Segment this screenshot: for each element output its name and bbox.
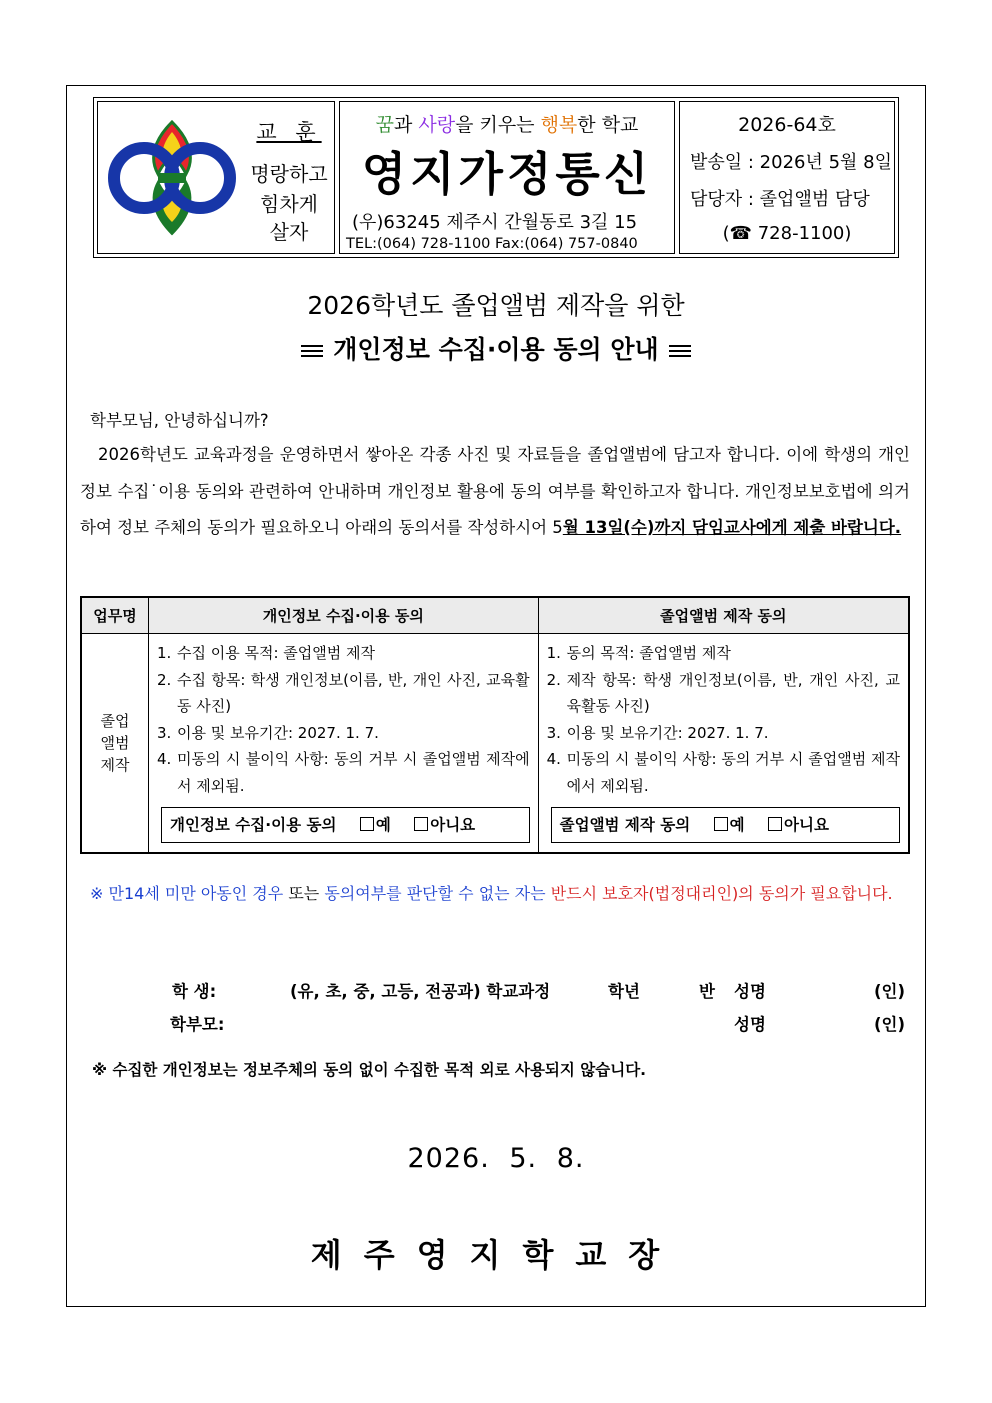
motto-cell xyxy=(97,101,335,254)
yes-checkbox[interactable] xyxy=(714,817,728,831)
deadline: 월 13일(수)까지 담임교사에게 제출 바랍니다. xyxy=(562,518,902,537)
privacy-note: ※ 수집한 개인정보는 정보주체의 동의 없이 수집한 목적 외로 사용되지 않습니다. xyxy=(92,1061,647,1079)
privacy-consent-column xyxy=(149,634,539,854)
album-consent-box: 졸업앨범 제작 동의 예 아니요 xyxy=(551,807,900,843)
principal-signature: 제주영지학교장 xyxy=(310,1236,682,1274)
list-item: 2. 수집 항목: 학생 개인정보(이름, 반, 개인 사진, 교육활동 사진) xyxy=(157,670,530,715)
list-item: 1. 동의 목적: 졸업앨범 제작 xyxy=(546,644,731,662)
notice-title-line2: 개인정보 수집·이용 동의 안내 xyxy=(0,330,992,366)
parent-seal: (인) xyxy=(874,1015,906,1034)
list-item: 3. 이용 및 보유기간: 2027. 1. 7. xyxy=(546,723,769,742)
notice-title-line1: 2026학년도 졸업앨범 제작을 위한 xyxy=(307,291,685,320)
phone: (☎ 728-1100) xyxy=(722,223,852,244)
newsletter-header xyxy=(93,97,899,258)
no-checkbox[interactable] xyxy=(768,817,782,831)
guardian-notice: ※ 만14세 미만 아동인 경우 또는 동의여부를 판단할 수 없는 자는 반드시 보호자(법정대리인)의 동의가 필요합니다. xyxy=(90,884,893,903)
triple-bar-icon xyxy=(301,345,323,357)
no-checkbox[interactable] xyxy=(414,817,428,831)
privacy-consent-box: 개인정보 수집·이용 동의 예 아니요 xyxy=(161,807,530,843)
issue-cell xyxy=(679,101,895,254)
title-cell xyxy=(339,101,675,254)
parent-label: 학부모: xyxy=(170,1015,225,1034)
student-label: 학 생: xyxy=(172,982,217,1001)
school-slogan: 꿈과 사랑을 키우는 행복한 학교 xyxy=(375,114,639,136)
class-label: 반 xyxy=(699,982,715,1001)
table-header: 업무명 xyxy=(81,597,149,634)
consent-table xyxy=(80,596,910,854)
list-item: 3. 이용 및 보유기간: 2027. 1. 7. xyxy=(157,723,379,742)
yes-checkbox[interactable] xyxy=(360,817,374,831)
parent-name-label: 성명 xyxy=(734,1015,766,1034)
motto-title: 교 훈 xyxy=(256,120,322,144)
issue-number: 2026-64호 xyxy=(738,114,836,136)
motto-line: 명랑하고 xyxy=(250,162,328,186)
list-item: 4. 미동의 시 불이익 사항: 동의 거부 시 졸업앨범 제작에서 제외됨. xyxy=(157,750,530,795)
student-name-label: 성명 xyxy=(734,982,766,1001)
list-item: 2. 제작 항목: 학생 개인정보(이름, 반, 개인 사진, 교육활동 사진) xyxy=(546,670,900,715)
newsletter-title: 영지가정통신 xyxy=(361,147,653,201)
school-logo xyxy=(102,118,242,238)
document-date: 2026. 5. 8. xyxy=(407,1143,585,1174)
student-seal: (인) xyxy=(874,982,906,1001)
greeting: 학부모님, 안녕하십니까? xyxy=(90,411,269,430)
task-name: 졸업 앨범 제작 xyxy=(81,634,149,854)
album-consent-column xyxy=(538,634,909,854)
publish-date: 발송일 : 2026년 5월 8일 xyxy=(690,152,892,173)
motto-line: 살자 xyxy=(269,220,309,244)
school-contact: TEL:(064) 728-1100 Fax:(064) 757-0840 xyxy=(346,236,638,252)
motto-line: 힘차게 xyxy=(260,192,318,216)
triple-bar-icon xyxy=(669,345,691,357)
body-paragraph: 2026학년도 교육과정을 운영하면서 쌓아온 각종 사진 및 자료들을 졸업앨범에 담고자 합니다. 이에 학생의 개인정보 수집˙이용 동의와 관련하여 안내하며 개인정보 활용에 동의 여부를 확인하고자 합니다. 개인정보보호법에 의거하여 정보 주체의 동의가 필요하오니 아래의 동의서를 작성하시어 5월 13일(수)까지 담임교사에게 제출 바랍니다. xyxy=(80,445,910,537)
manager: 담당자 : 졸업앨범 담당 xyxy=(690,189,870,210)
table-header: 개인정보 수집·이용 동의 xyxy=(149,597,539,634)
table-header: 졸업앨범 제작 동의 xyxy=(538,597,909,634)
grade-label: 학년 xyxy=(608,982,640,1001)
school-address: (우)63245 제주시 간월동로 3길 15 xyxy=(352,212,638,233)
list-item: 4. 미동의 시 불이익 사항: 동의 거부 시 졸업앨범 제작에서 제외됨. xyxy=(546,750,900,795)
school-type-options: (유, 초, 중, 고등, 전공과) 학교과정 xyxy=(290,982,551,1001)
list-item: 1. 수집 이용 목적: 졸업앨범 제작 xyxy=(157,644,376,662)
